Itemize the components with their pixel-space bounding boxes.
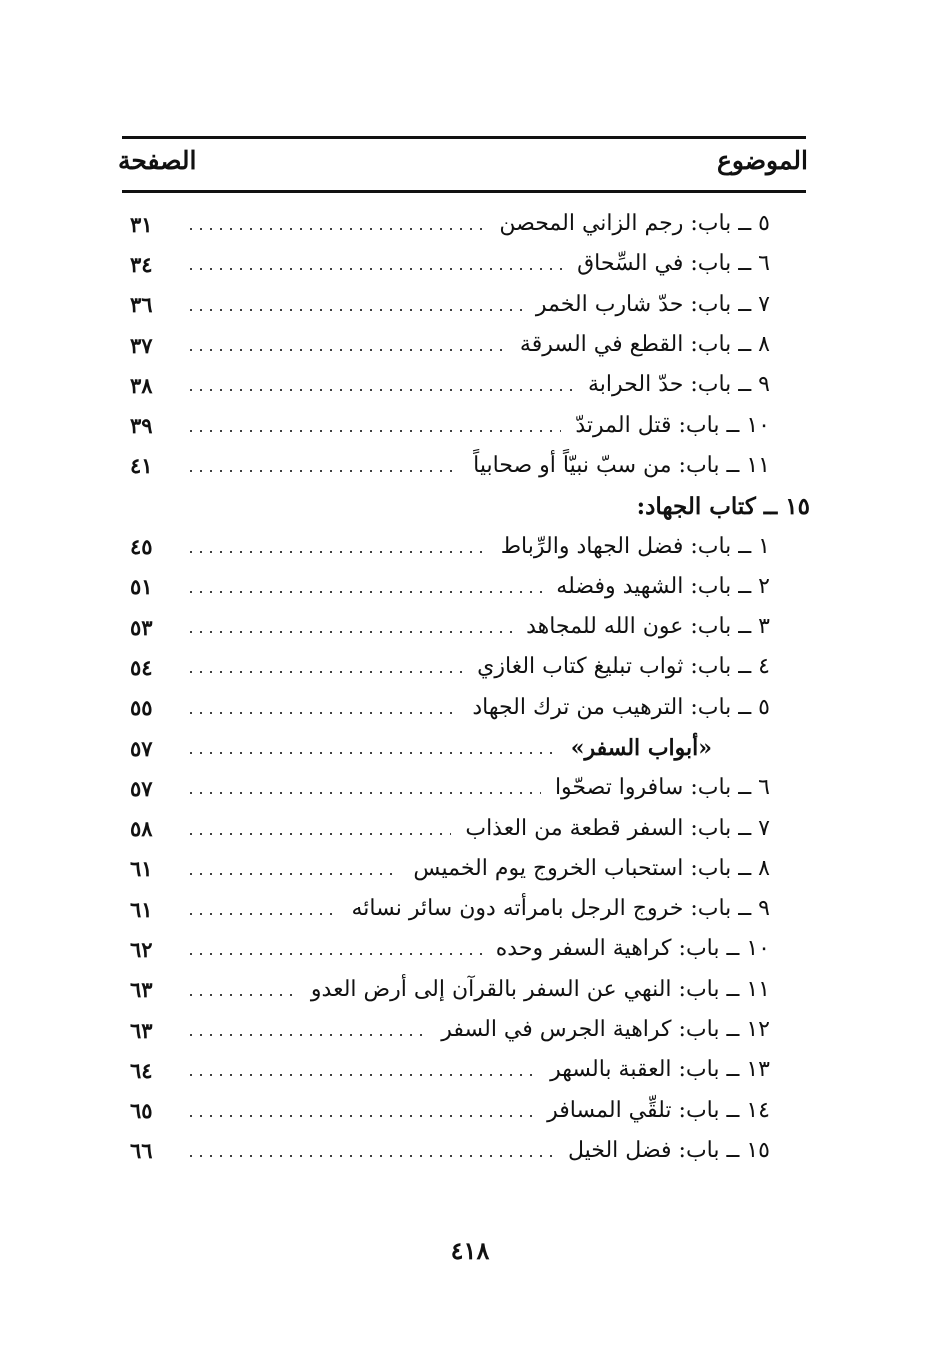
toc-entry [130,647,770,687]
toc-entry [130,688,770,728]
dot-leader [186,1034,427,1036]
dot-leader [186,430,561,432]
header-rule [122,190,806,193]
entry-page: ٥٧ [130,775,153,801]
toc-entry [130,526,770,566]
dot-leader [186,792,541,794]
toc-entry [130,405,770,445]
toc-entry [130,244,770,284]
entry-page: ٣٩ [130,413,153,439]
subsection-title: «أبواب السفر» [570,735,712,761]
entry-title: ٩ ــ باب: حدّ الحرابة [588,372,770,398]
entry-page: ٣٨ [130,372,153,398]
entry-title: ٨ ــ باب: استحباب الخروج يوم الخميس [413,855,770,881]
entry-page: ٥٨ [130,816,153,842]
entry-page: ٤١ [130,453,153,479]
dot-leader [186,591,542,593]
dot-leader [186,752,557,754]
entry-title: ١٤ ــ باب: تلقِّي المسافر [547,1097,770,1123]
entry-title: ١ ــ باب: فضل الجهاد والرِّباط [500,533,770,559]
entry-page: ٥٧ [130,735,153,761]
toc-entry [130,1050,770,1090]
entry-page: ٦١ [130,896,153,922]
entry-page: ٦٥ [130,1098,153,1124]
entry-title: ١٠ ــ باب: كراهية السفر وحده [495,936,770,962]
dot-leader [186,994,297,996]
entry-title: ١٢ ــ باب: كراهية الجرس في السفر [441,1017,770,1043]
dot-leader [186,1074,536,1076]
entry-page: ٥٣ [130,614,153,640]
entry-page: ٦٢ [130,936,153,962]
entry-title: ١١ ــ باب: النهي عن السفر بالقرآن إلى أرض العدو [310,976,770,1002]
dot-leader [186,551,487,553]
entry-title: ١١ ــ باب: من سبّ نبيّاً أو صحابياً [473,452,770,478]
toc-entry [130,808,770,848]
toc-section-heading [130,486,810,526]
toc-entry [130,365,770,405]
toc-entry [130,1131,770,1171]
entry-title: ٧ ــ باب: السفر قطعة من العذاب [465,815,770,841]
entry-title: ٥ ــ باب: رجم الزاني المحصن [499,211,770,237]
page-column-label: الصفحة [118,146,197,175]
entry-page: ٣٦ [130,292,153,318]
entry-page: ٦٣ [130,977,153,1003]
entry-page: ٦٣ [130,1017,153,1043]
toc-entry [130,607,770,647]
toc-entry [130,1010,770,1050]
entry-title: ٤ ــ باب: ثواب تبليغ كتاب الغازي [477,654,770,680]
toc-entry [130,970,770,1010]
entry-page: ٦١ [130,856,153,882]
toc-entry [130,446,770,486]
dot-leader [186,953,482,955]
toc-entry [130,285,770,325]
dot-leader [186,470,459,472]
entry-title: ٦ ــ باب: سافروا تصحّوا [554,775,770,801]
dot-leader [186,913,337,915]
dot-leader [186,712,458,714]
toc-entry [130,325,770,365]
toc-entry [130,204,770,244]
dot-leader [186,309,522,311]
toc-list [130,204,810,1171]
entry-title: ٣ ــ باب: عون الله للمجاهد [526,614,770,640]
entry-page: ٣٧ [130,332,153,358]
topic-column-label: الموضوع [717,146,808,175]
entry-page: ٥٤ [130,654,153,680]
section-title: ١٥ ــ كتاب الجهاد: [636,492,810,520]
entry-page: ٦٦ [130,1138,153,1164]
entry-page: ٥٥ [130,695,153,721]
entry-title: ٩ ــ باب: خروج الرجل بامرأته دون سائر نسائه [351,896,770,922]
dot-leader [186,228,485,230]
entry-title: ٦ ــ باب: في السِّحاق [577,251,770,277]
dot-leader [186,631,512,633]
dot-leader [186,268,563,270]
entry-page: ٣١ [130,211,153,237]
entry-title: ٥ ــ باب: الترهيب من ترك الجهاد [472,694,770,720]
dot-leader [186,833,451,835]
dot-leader [186,389,574,391]
entry-page: ٦٤ [130,1057,153,1083]
entry-page: ٣٤ [130,251,153,277]
toc-entry [130,889,770,929]
toc-entry [130,1091,770,1131]
entry-title: ١٠ ــ باب: قتل المرتدّ [575,412,770,438]
toc-entry [130,567,770,607]
dot-leader [186,873,399,875]
entry-page: ٥١ [130,574,153,600]
toc-entry [130,849,770,889]
dot-leader [186,671,463,673]
entry-title: ٧ ــ باب: حدّ شارب الخمر [535,291,770,317]
dot-leader [186,349,506,351]
entry-title: ٢ ــ باب: الشهيد وفضله [556,573,770,599]
toc-header [118,146,808,180]
entry-title: ١٥ ــ باب: فضل الخيل [567,1137,770,1163]
dot-leader [186,1155,554,1157]
toc-entry [130,929,770,969]
top-rule [122,136,806,139]
entry-title: ١٣ ــ باب: العقبة بالسهر [550,1057,770,1083]
entry-title: ٨ ــ باب: القطع في السرقة [519,332,770,358]
entry-page: ٤٥ [130,534,153,560]
toc-entry [130,768,770,808]
toc-subsection [130,728,770,768]
page-number: ٤١٨ [450,1236,490,1265]
dot-leader [186,1115,533,1117]
